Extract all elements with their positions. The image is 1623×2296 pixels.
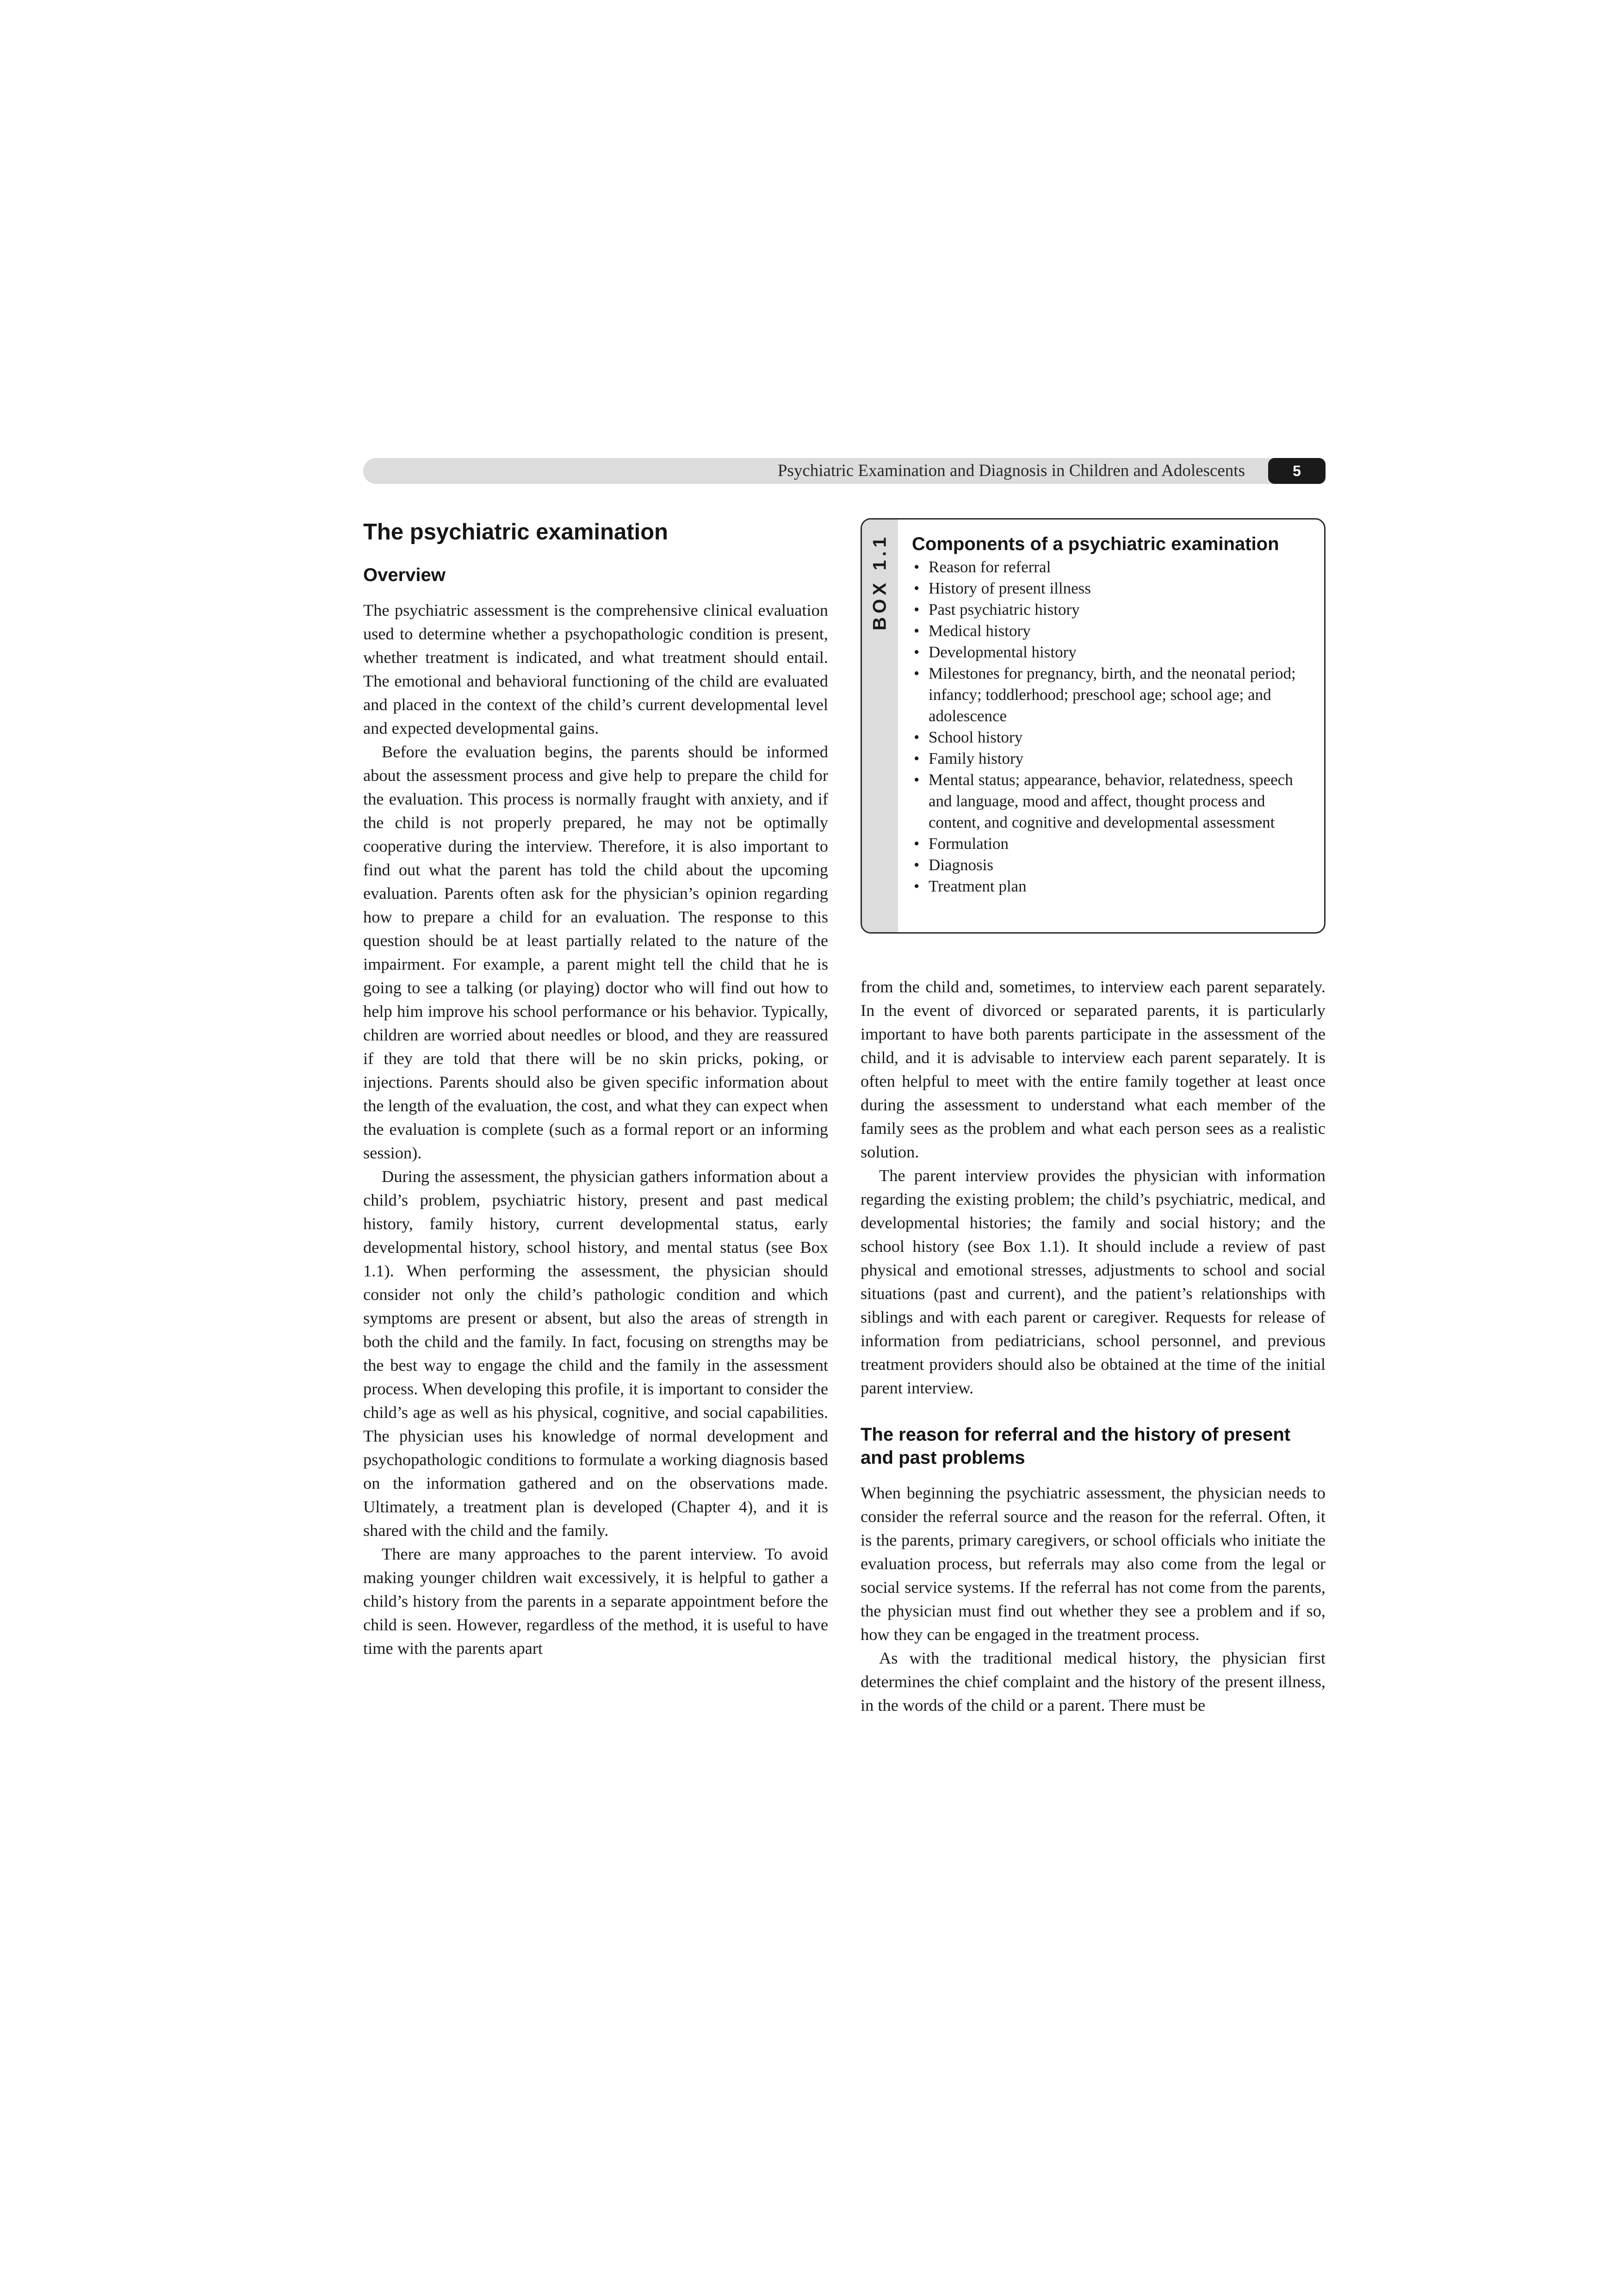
paragraph: The psychiatric assessment is the comprehensive clinical evaluation used to determine whether a psychopathologic condition is present, whether treatment is indicated, and what treatment should entail. The emotional and behavioral functioning of the child are evaluated and placed in the context of the child’s current developmental level and expected developmental gains. [363,601,828,737]
section-title: The psychiatric examination [363,520,668,545]
list-item: • Developmental history [912,642,1306,663]
left-column [363,518,828,1660]
right-column [861,975,1326,1717]
paragraph: The parent interview provides the physician with information regarding the existing problem; the child’s psychiatric, medical, and developmental histories; the family and social history; and the school history (see Box 1.1). It should include a review of past physical and emotional stresses, adjustments to school and social situations (past and current), and the patient’s relationships with siblings and with each parent or caregiver. Requests for release of information from pediatricians, school personnel, and previous treatment providers should also be obtained at the time of the initial parent interview. [861,1166,1326,1397]
paragraph: During the assessment, the physician gathers information about a child’s problem, psychiatric history, present and past medical history, family history, current developmental status, early developmental history, school history, and mental status (see Box 1.1). When performing the assessment, the physician should consider not only the child’s pathologic condition and which symptoms are present or absent, but also the areas of strength in both the child and the family. In fact, focusing on strengths may be the best way to engage the child and the family in the assessment process. When developing this profile, it is important to consider the child’s age as well as his physical, cognitive, and social capabilities. The physician uses his knowledge of normal development and psychopathologic conditions to formulate a working diagnosis based on the information gathered and on the observations made. Ultimately, a treatment plan is developed (Chapter 4), and it is shared with the child and the family. [363,1167,828,1540]
box-label: BOX 1.1 [869,533,890,631]
list-item: • Family history [912,748,1306,769]
box-title: Components of a psychiatric examination [912,534,1279,554]
list-item: • Past psychiatric history [912,599,1306,620]
list-item: • Medical history [912,620,1306,642]
list-item: • History of present illness [912,578,1306,599]
list-item: • School history [912,727,1306,748]
list-item: • Mental status; appearance, behavior, relatedness, speech and language, mood and affect, thought process and content, and cognitive and developmental assessment [912,769,1306,833]
page-number: 5 [1268,458,1326,484]
paragraph: from the child and, sometimes, to interview each parent separately. In the event of divorced or separated parents, it is particularly important to have both parents participate in the assessment of the child, and it is advisable to interview each parent separately. It is often helpful to meet with the entire family together at least once during the assessment to understand what each member of the family sees as the problem and what each person sees as a realistic solution. [861,978,1326,1161]
box-components-of-psychiatric-examination [861,518,1326,934]
list-item: • Treatment plan [912,876,1306,897]
list-item: • Diagnosis [912,854,1306,876]
paragraph: When beginning the psychiatric assessment, the physician needs to consider the referral source and the reason for the referral. Often, it is the parents, primary caregivers, or school officials who initiate the evaluation process, but referrals may also come from the legal or social service systems. If the referral has not come from the parents, the physician must find out whether they see a problem and if so, how they can be engaged in the treatment process. [861,1484,1326,1644]
box-side-tab [862,520,898,932]
list-item: • Reason for referral [912,557,1306,578]
subsection-title-overview: Overview [363,565,446,585]
subsection-title-reason-for-referral: The reason for referral and the history of present and past problems [861,1424,1291,1468]
box-content [912,532,1306,897]
list-item: • Formulation [912,833,1306,854]
list-item: • Milestones for pregnancy, birth, and the neonatal period; infancy; toddlerhood; preschool age; school age; and adolescence [912,663,1306,727]
running-header [363,458,1326,484]
running-head-title: Psychiatric Examination and Diagnosis in Children and Adolescents [777,461,1245,480]
paragraph: Before the evaluation begins, the parents should be informed about the assessment process and give help to prepare the child for the evaluation. This process is normally fraught with anxiety, and if the child is not properly prepared, he may not be optimally cooperative during the interview. Therefore, it is also important to find out what the parent has told the child about the upcoming evaluation. Parents often ask for the physician’s opinion regarding how to prepare a child for an evaluation. The response to this question should be at least partially related to the nature of the impairment. For example, a parent might tell the child that he is going to see a talking (or playing) doctor who will find out how to help him improve his school performance or his behavior. Typically, children are worried about needles or blood, and they are reassured if they are told that there will be no skin pricks, poking, or injections. Parents should also be given specific information about the length of the evaluation, the cost, and what they can expect when the evaluation is complete (such as a formal report or an informing session). [363,743,828,1162]
paragraph: There are many approaches to the parent interview. To avoid making younger children wait excessively, it is helpful to gather a child’s history from the parents in a separate appointment before the child is seen. However, regardless of the method, it is useful to have time with the parents apart [363,1545,828,1658]
box-list [912,557,1306,897]
paragraph: As with the traditional medical history, the physician first determines the chief complaint and the history of the present illness, in the words of the child or a parent. There must be [861,1649,1326,1714]
